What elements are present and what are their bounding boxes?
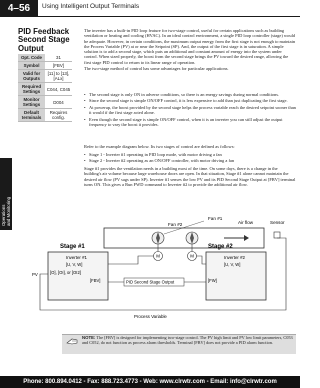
param-label: Monitor Settings bbox=[18, 96, 45, 109]
stage2-label: Stage #2 bbox=[208, 244, 233, 250]
param-value: [11] to [13], [ALx] bbox=[45, 70, 72, 83]
side-tab-label bbox=[1, 197, 11, 226]
note-body: The [FBV] is designed for implementing two-stage control. The PV high limit and PV low limit parameters, C053 and C052, do not function as process alarm thresholds. Terminal [FBV] does not provide a PID alarm function. bbox=[82, 335, 293, 345]
air-flow-arrow bbox=[224, 235, 249, 241]
intro-paragraph: The inverter has a built-in PID loop feature for two-stage control, useful for certain applications such as building ventilation or heating and cooling (HVAC). In an ideal control environment, a single PID loop controller (stage) would be adequate. However, in certain conditions, the maximum output energy from the first stage is not enough to maintain the Process Variable (PV) at or near the Setpoint (SP). And, the output of the first stage is in saturation. A simple solution is to add a second stage, which puts an additional and constant amount of energy into the system under control. When sized properly, the boost from the second stage brings the PV toward the desired range, allowing the first stage PID control to return to its linear range of operation. bbox=[84, 28, 296, 65]
footer-contact: Phone: 800.894.0412 - Fax: 888.723.4773 - Web: www.clrwtr.com - Email: info@clrwtr.com bbox=[0, 376, 300, 388]
motor-2-icon bbox=[188, 252, 197, 261]
sensor-label: Sensor bbox=[270, 220, 285, 225]
fan1-label: Fan #1 bbox=[208, 216, 223, 221]
inverter-1-uvw: [U, V, W] bbox=[66, 262, 83, 267]
side-tab-line2: and Monitoring bbox=[6, 196, 11, 226]
pv-label: PV bbox=[32, 272, 38, 277]
list-item: • Stage 1 - Inverter #1 operating in PID loop mode, with motor driving a fan bbox=[84, 152, 296, 157]
param-label: Default terminals bbox=[18, 109, 45, 122]
advantages-list bbox=[84, 92, 296, 128]
process-variable-label: Process Variable bbox=[134, 314, 167, 319]
stages-list bbox=[84, 152, 296, 165]
param-label: Symbol bbox=[18, 62, 45, 70]
example-intro bbox=[84, 144, 296, 150]
stage-paragraph: Stage #1 provides the ventilation needs in a building most of the time. On some days, there is a change in the building's air volume because large warehouse doors are open. In that situation, Stage #1 alone cannot maintain the desired air flow (PV sags under SP). Inverter #1 senses the low PV and its PID Second Stage Output at [FBV] terminal turns ON. This gives a Run FWD command to Inverter #2 to provide the additional air flow. bbox=[84, 166, 296, 187]
param-value: D004 bbox=[45, 96, 72, 109]
table-row bbox=[18, 62, 72, 70]
param-value: Requires config. bbox=[45, 109, 72, 122]
inverter-2-fw: [FW] bbox=[208, 278, 217, 283]
inverter-1-inputs: [O], [OI], or [OI2] bbox=[50, 270, 81, 275]
section-title: PID Feedback Second Stage Output bbox=[18, 27, 70, 53]
list-item: • Even though the second stage is simple ON/OFF control, when it is an inverter you can still adjust the output frequency to vary the boost it provides. bbox=[84, 117, 296, 128]
inverter-1-fbv: [FBV] bbox=[90, 278, 101, 283]
param-label: Opt. Code bbox=[18, 54, 45, 62]
page-number: 4–56 bbox=[0, 0, 38, 17]
table-row bbox=[18, 83, 72, 96]
table-row bbox=[18, 54, 72, 62]
param-value: [FBV] bbox=[45, 62, 72, 70]
param-value: 31 bbox=[45, 54, 72, 62]
pid-second-stage-label: PID Second Stage Output bbox=[126, 279, 175, 285]
intro-text bbox=[84, 28, 296, 72]
note-text bbox=[82, 335, 294, 345]
stage-description bbox=[84, 166, 296, 188]
parameter-table bbox=[18, 54, 72, 122]
intro-paragraph: The two-stage method of control has some advantages for particular applications. bbox=[84, 65, 229, 71]
airflow-label: Air flow bbox=[238, 220, 254, 225]
param-label: Valid for Outputs bbox=[18, 70, 45, 83]
table-row bbox=[18, 109, 72, 122]
inverter1-motor-wire bbox=[108, 256, 154, 264]
page-header-title: Using Intelligent Output Terminals bbox=[42, 3, 140, 10]
sensor-icon bbox=[274, 232, 280, 238]
fan2-label: Fan #2 bbox=[168, 222, 183, 227]
inverter2-motor-wire bbox=[197, 256, 207, 264]
note-label: NOTE: bbox=[82, 335, 96, 340]
motor-1-icon bbox=[154, 252, 163, 261]
side-tab-line1: Operations bbox=[1, 204, 6, 226]
inverter-2-uvw: [U, V, W] bbox=[224, 262, 241, 267]
inverter-1-label: Inverter #1 bbox=[66, 255, 87, 260]
stage1-label: Stage #1 bbox=[60, 244, 85, 250]
header-rule bbox=[38, 16, 300, 17]
list-item: • Since the second stage is simple ON/OFF control, it is less expensive to add than just duplicating the first stage. bbox=[84, 98, 296, 103]
param-value: C044, C045 bbox=[45, 83, 72, 96]
fan-2-icon bbox=[186, 232, 198, 244]
list-item: • At powerup, the boost provided by the second stage helps the process variable reach the desired setpoint sooner than it would if the first stage acted alone. bbox=[84, 105, 296, 116]
fan-1-icon bbox=[152, 232, 164, 244]
note-hand-icon bbox=[66, 336, 78, 348]
motor-2-label: M bbox=[190, 253, 194, 259]
list-item: • The second stage is only ON in adverse conditions, so there is an energy savings during normal conditions. bbox=[84, 92, 296, 97]
motor-1-label: M bbox=[156, 253, 160, 259]
two-stage-diagram bbox=[18, 210, 296, 328]
inverter-2-label: Inverter #2 bbox=[224, 255, 245, 260]
table-row bbox=[18, 96, 72, 109]
list-item: • Stage 2 - Inverter #2 operating as an ON/OFF controller, with motor driving a fan bbox=[84, 158, 296, 163]
param-label: Required Settings bbox=[18, 83, 45, 96]
example-paragraph: Refer to the example diagram below. Its two stages of control are defined as follows: bbox=[84, 144, 235, 149]
table-row bbox=[18, 70, 72, 83]
